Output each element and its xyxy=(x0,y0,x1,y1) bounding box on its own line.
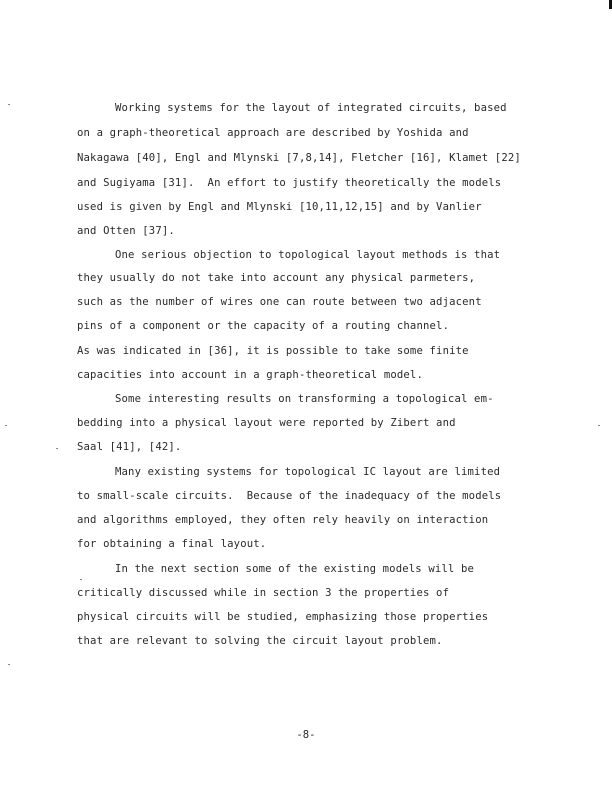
paragraph-2-line-6: capacities into account in a graph-theoretical model. xyxy=(77,369,423,381)
scan-speck xyxy=(598,425,600,426)
paragraph-2-line-1: One serious objection to topological layout methods is that xyxy=(115,249,501,261)
scan-speck xyxy=(5,425,7,426)
paragraph-2-line-2: they usually do not take into account any physical parmeters, xyxy=(77,272,476,284)
paragraph-1-line-1: Working systems for the layout of integrated circuits, based xyxy=(115,102,507,114)
paragraph-3-line-2: bedding into a physical layout were reported by Zibert and xyxy=(77,417,456,429)
paragraph-5-line-3: physical circuits will be studied, emphasizing those properties xyxy=(77,611,489,623)
paragraph-5-line-4: that are relevant to solving the circuit layout problem. xyxy=(77,635,443,647)
paragraph-1-line-2: on a graph-theoretical approach are described by Yoshida and xyxy=(77,127,469,139)
paragraph-3-line-3: Saal [41], [42]. xyxy=(77,441,182,453)
paragraph-5-line-2: critically discussed while in section 3 the properties of xyxy=(77,587,450,599)
paragraph-2-line-4: pins of a component or the capacity of a routing channel. xyxy=(77,320,450,332)
paragraph-4-line-3: and algorithms employed, they often rely heavily on interaction xyxy=(77,514,489,526)
paragraph-1-line-6: and Otten [37]. xyxy=(77,225,175,237)
scan-speck xyxy=(56,448,58,449)
scan-speck xyxy=(8,104,10,105)
scan-speck xyxy=(80,579,82,580)
paragraph-4-line-4: for obtaining a final layout. xyxy=(77,538,267,550)
paragraph-1-line-3: Nakagawa [40], Engl and Mlynski [7,8,14], Fletcher [16], Klamet [22] xyxy=(77,152,521,164)
paragraph-4-line-2: to small-scale circuits. Because of the inadequacy of the models xyxy=(77,490,502,502)
paragraph-1-line-5: used is given by Engl and Mlynski [10,11,12,15] and by Vanlier xyxy=(77,201,482,213)
paragraph-4-line-1: Many existing systems for topological IC layout are limited xyxy=(115,466,501,478)
scan-speck xyxy=(8,664,10,665)
paragraph-5-line-1: In the next section some of the existing models will be xyxy=(115,563,475,575)
paragraph-3-line-1: Some interesting results on transforming a topological em- xyxy=(115,393,494,405)
paragraph-2-line-3: such as the number of wires one can route between two adjacent xyxy=(77,296,482,308)
paragraph-2-line-5: As was indicated in [36], it is possible to take some finite xyxy=(77,345,469,357)
page-number: -8- xyxy=(296,729,316,741)
paragraph-1-line-4: and Sugiyama [31]. An effort to justify theoretically the models xyxy=(77,177,502,189)
